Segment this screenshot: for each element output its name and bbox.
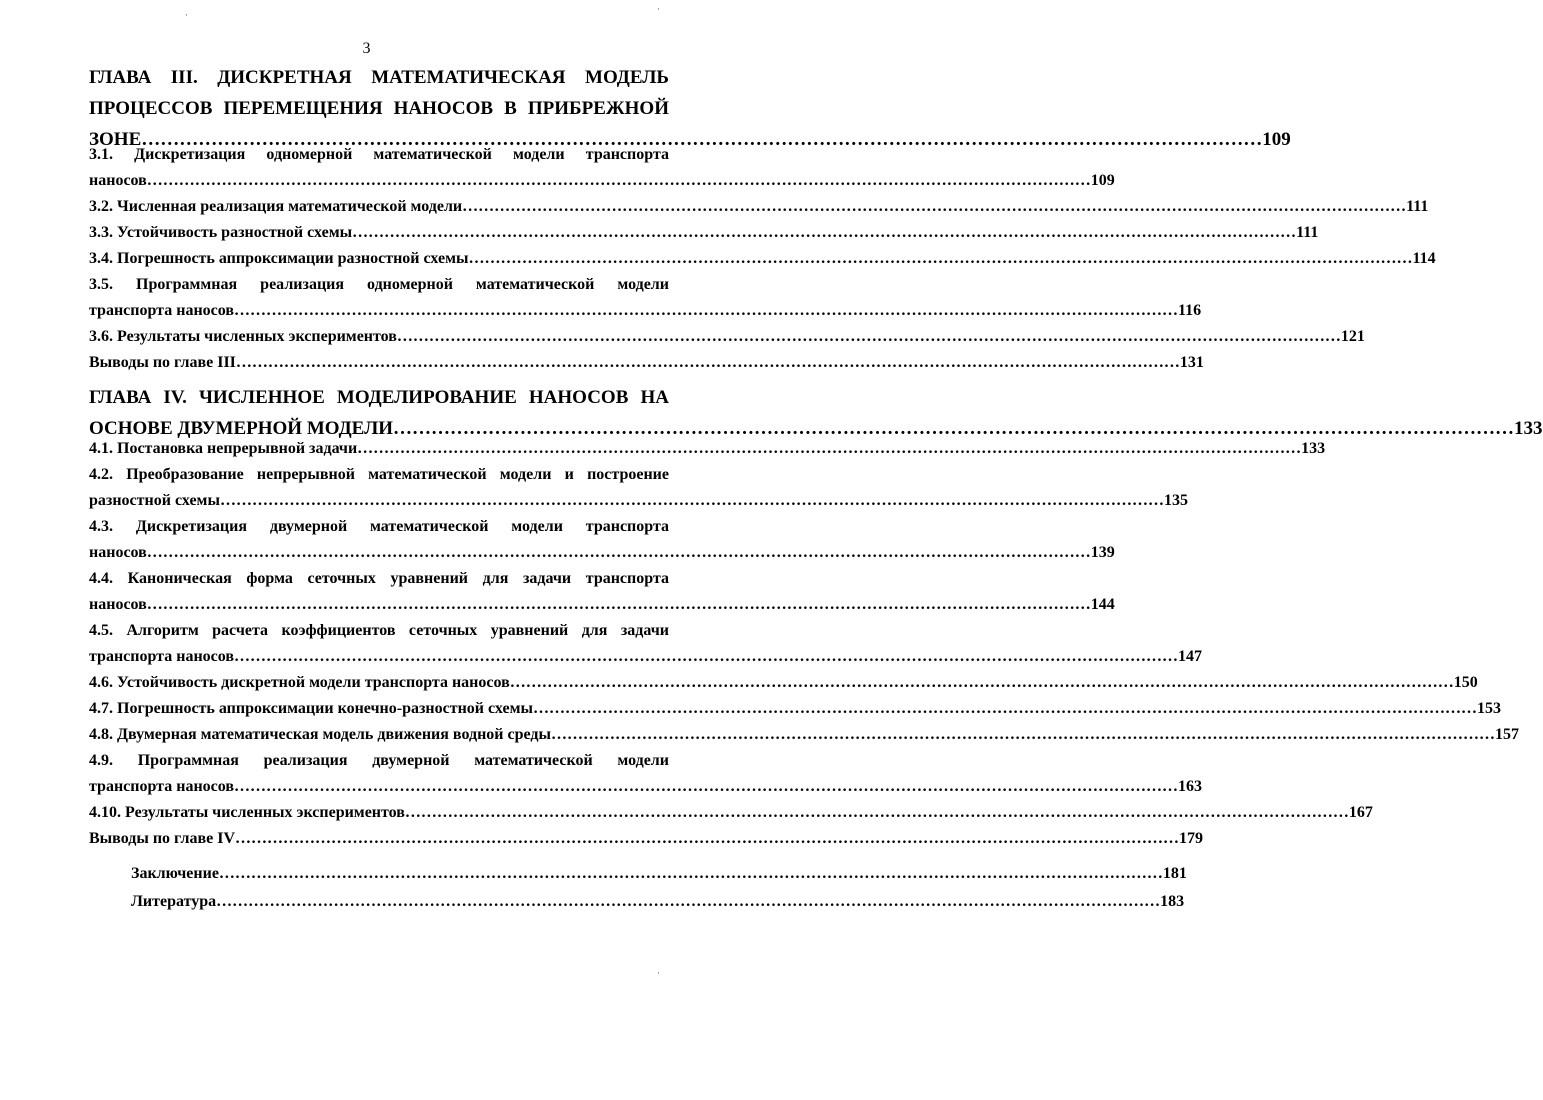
entry-line: наносов <box>89 544 147 561</box>
leader-dots: …………………………………………………………………………………………………………………………………………………………… <box>146 544 1091 561</box>
entry-page: 181 <box>1162 865 1187 882</box>
leader-dots: …………………………………………………………………………………………………………………………………………………………… <box>462 198 1407 215</box>
entry-line: 4.3. Дискретизация двумерной математической модели транспорта <box>89 518 669 535</box>
toc-entry-4-9 <box>89 748 1203 800</box>
toc-entry-3-3 <box>89 220 1319 246</box>
toc-entry-3-6 <box>89 324 1365 350</box>
chapter-4-heading <box>89 382 1543 444</box>
leader-dots: …………………………………………………………………………………………………………………………………………………………… <box>218 865 1163 882</box>
toc-entry-3-5 <box>89 272 1202 324</box>
entry-text: 4.1. Постановка непрерывной задачи <box>89 440 358 457</box>
entry-page: 150 <box>1453 674 1478 691</box>
entry-page: 139 <box>1090 544 1115 561</box>
entry-line: 4.5. Алгоритм расчета коэффициентов сеточных уравнений для задачи <box>89 622 669 639</box>
entry-page: 131 <box>1179 354 1204 371</box>
leader-dots: …………………………………………………………………………………………………………………………………………………………… <box>146 596 1091 613</box>
entry-text: Заключение <box>131 865 219 882</box>
entry-text: 4.7. Погрешность аппроксимации конечно-разностной схемы <box>89 700 533 717</box>
toc-entry-4-5 <box>89 618 1203 670</box>
leader-dots: …………………………………………………………………………………………………………………………………………………………… <box>141 129 1263 150</box>
entry-page: 179 <box>1179 830 1203 847</box>
entry-page: 163 <box>1178 778 1203 795</box>
entry-page: 135 <box>1163 492 1188 509</box>
entry-line: разностной схемы <box>89 492 220 509</box>
entry-line: наносов <box>89 172 147 189</box>
entry-line: наносов <box>89 596 147 613</box>
entry-line: транспорта наносов <box>89 778 235 795</box>
entry-page: 153 <box>1477 700 1501 717</box>
entry-page: 147 <box>1178 648 1203 665</box>
entry-text: 3.2. Численная реализация математической модели <box>89 198 463 215</box>
scan-speck: · <box>657 4 660 14</box>
scan-speck: · <box>185 10 188 20</box>
toc-entry-4-3 <box>89 514 1115 566</box>
page-number: 3 <box>362 40 371 57</box>
leader-dots: …………………………………………………………………………………………………………………………………………………………… <box>509 674 1454 691</box>
entry-text: 3.6. Результаты численных экспериментов <box>89 328 397 345</box>
toc-entry-4-6 <box>89 670 1478 696</box>
leader-dots: …………………………………………………………………………………………………………………………………………………………… <box>235 830 1179 847</box>
leader-dots: …………………………………………………………………………………………………………………………………………………………… <box>234 302 1179 319</box>
chapter-3-page: 109 <box>1262 129 1291 150</box>
toc-entry-4-7 <box>89 696 1501 722</box>
final-entries <box>131 860 1187 916</box>
chapter-3-entries <box>89 142 1436 376</box>
entry-text: Выводы по главе IV <box>89 830 235 847</box>
entry-page: 111 <box>1406 198 1429 215</box>
toc-entry-literature <box>131 888 1185 916</box>
chapter-4-title-line-1: ГЛАВА IV. ЧИСЛЕННОЕ МОДЕЛИРОВАНИЕ НАНОСОВ НА <box>89 387 669 408</box>
entry-text: 3.3. Устойчивость разностной схемы <box>89 224 353 241</box>
toc-entry-3-4 <box>89 246 1436 272</box>
entry-text: 4.10. Результаты численных экспериментов <box>89 804 405 821</box>
leader-dots: …………………………………………………………………………………………………………………………………………………………… <box>234 648 1179 665</box>
chapter-4-entries <box>89 436 1519 852</box>
toc-entry-conclusion <box>131 860 1187 888</box>
leader-dots: …………………………………………………………………………………………………………………………………………………………… <box>352 224 1297 241</box>
entry-page: 157 <box>1494 726 1519 743</box>
entry-page: 133 <box>1301 440 1326 457</box>
entry-line: 3.5. Программная реализация одномерной математической модели <box>89 276 669 293</box>
entry-page: 109 <box>1090 172 1115 189</box>
entry-line: 4.4. Каноническая форма сеточных уравнений для задачи транспорта <box>89 570 669 587</box>
entry-line: 3.1. Дискретизация одномерной математической модели транспорта <box>89 146 669 163</box>
entry-page: 121 <box>1340 328 1365 345</box>
entry-page: 144 <box>1090 596 1115 613</box>
leader-dots: …………………………………………………………………………………………………………………………………………………………… <box>216 893 1161 910</box>
leader-dots: …………………………………………………………………………………………………………………………………………………………… <box>219 492 1164 509</box>
toc-entry-3-conclusions <box>89 350 1204 376</box>
entry-line: 4.9. Программная реализация двумерной математической модели <box>89 752 669 769</box>
leader-dots: …………………………………………………………………………………………………………………………………………………………… <box>468 250 1413 267</box>
toc-entry-4-10 <box>89 800 1373 826</box>
leader-dots: …………………………………………………………………………………………………………………………………………………………… <box>146 172 1091 189</box>
entry-text: Литература <box>131 893 217 910</box>
toc-entry-4-8 <box>89 722 1519 748</box>
toc-entry-4-conclusions <box>89 826 1203 852</box>
scan-speck: · <box>657 968 660 978</box>
leader-dots: …………………………………………………………………………………………………………………………………………………………… <box>533 700 1477 717</box>
entry-page: 183 <box>1160 893 1185 910</box>
chapter-3-title-end: ЗОНЕ <box>89 129 142 150</box>
entry-line: транспорта наносов <box>89 302 235 319</box>
chapter-4-page: 133 <box>1514 418 1543 439</box>
leader-dots: …………………………………………………………………………………………………………………………………………………………… <box>235 354 1180 371</box>
entry-page: 114 <box>1412 250 1436 267</box>
leader-dots: …………………………………………………………………………………………………………………………………………………………… <box>396 328 1341 345</box>
entry-text: 4.8. Двумерная математическая модель движения водной среды <box>89 726 551 743</box>
leader-dots: …………………………………………………………………………………………………………………………………………………………… <box>234 778 1179 795</box>
toc-entry-3-2 <box>89 194 1429 220</box>
entry-page: 167 <box>1348 804 1373 821</box>
entry-line: 4.2. Преобразование непрерывной математической модели и построение <box>89 466 669 483</box>
toc-entry-3-1 <box>89 142 1115 194</box>
leader-dots: …………………………………………………………………………………………………………………………………………………………… <box>550 726 1495 743</box>
toc-entry-4-1 <box>89 436 1326 462</box>
leader-dots: …………………………………………………………………………………………………………………………………………………………… <box>357 440 1302 457</box>
entry-text: Выводы по главе III <box>89 354 236 371</box>
toc-entry-4-4 <box>89 566 1115 618</box>
entry-text: 4.6. Устойчивость дискретной модели транспорта наносов <box>89 674 510 691</box>
toc-entry-4-2 <box>89 462 1188 514</box>
chapter-4-title-end: ОСНОВЕ ДВУМЕРНОЙ МОДЕЛИ <box>89 418 394 439</box>
entry-page: 116 <box>1178 302 1202 319</box>
leader-dots: …………………………………………………………………………………………………………………………………………………………… <box>404 804 1349 821</box>
entry-line: транспорта наносов <box>89 648 235 665</box>
chapter-3-title-line-1: ГЛАВА III. ДИСКРЕТНАЯ МАТЕМАТИЧЕСКАЯ МОДЕЛЬ <box>89 67 669 88</box>
entry-page: 111 <box>1296 224 1319 241</box>
leader-dots: …………………………………………………………………………………………………………………………………………………………… <box>393 418 1515 439</box>
chapter-3-title-line-2: ПРОЦЕССОВ ПЕРЕМЕЩЕНИЯ НАНОСОВ В ПРИБРЕЖНОЙ <box>89 98 669 119</box>
entry-text: 3.4. Погрешность аппроксимации разностной схемы <box>89 250 469 267</box>
